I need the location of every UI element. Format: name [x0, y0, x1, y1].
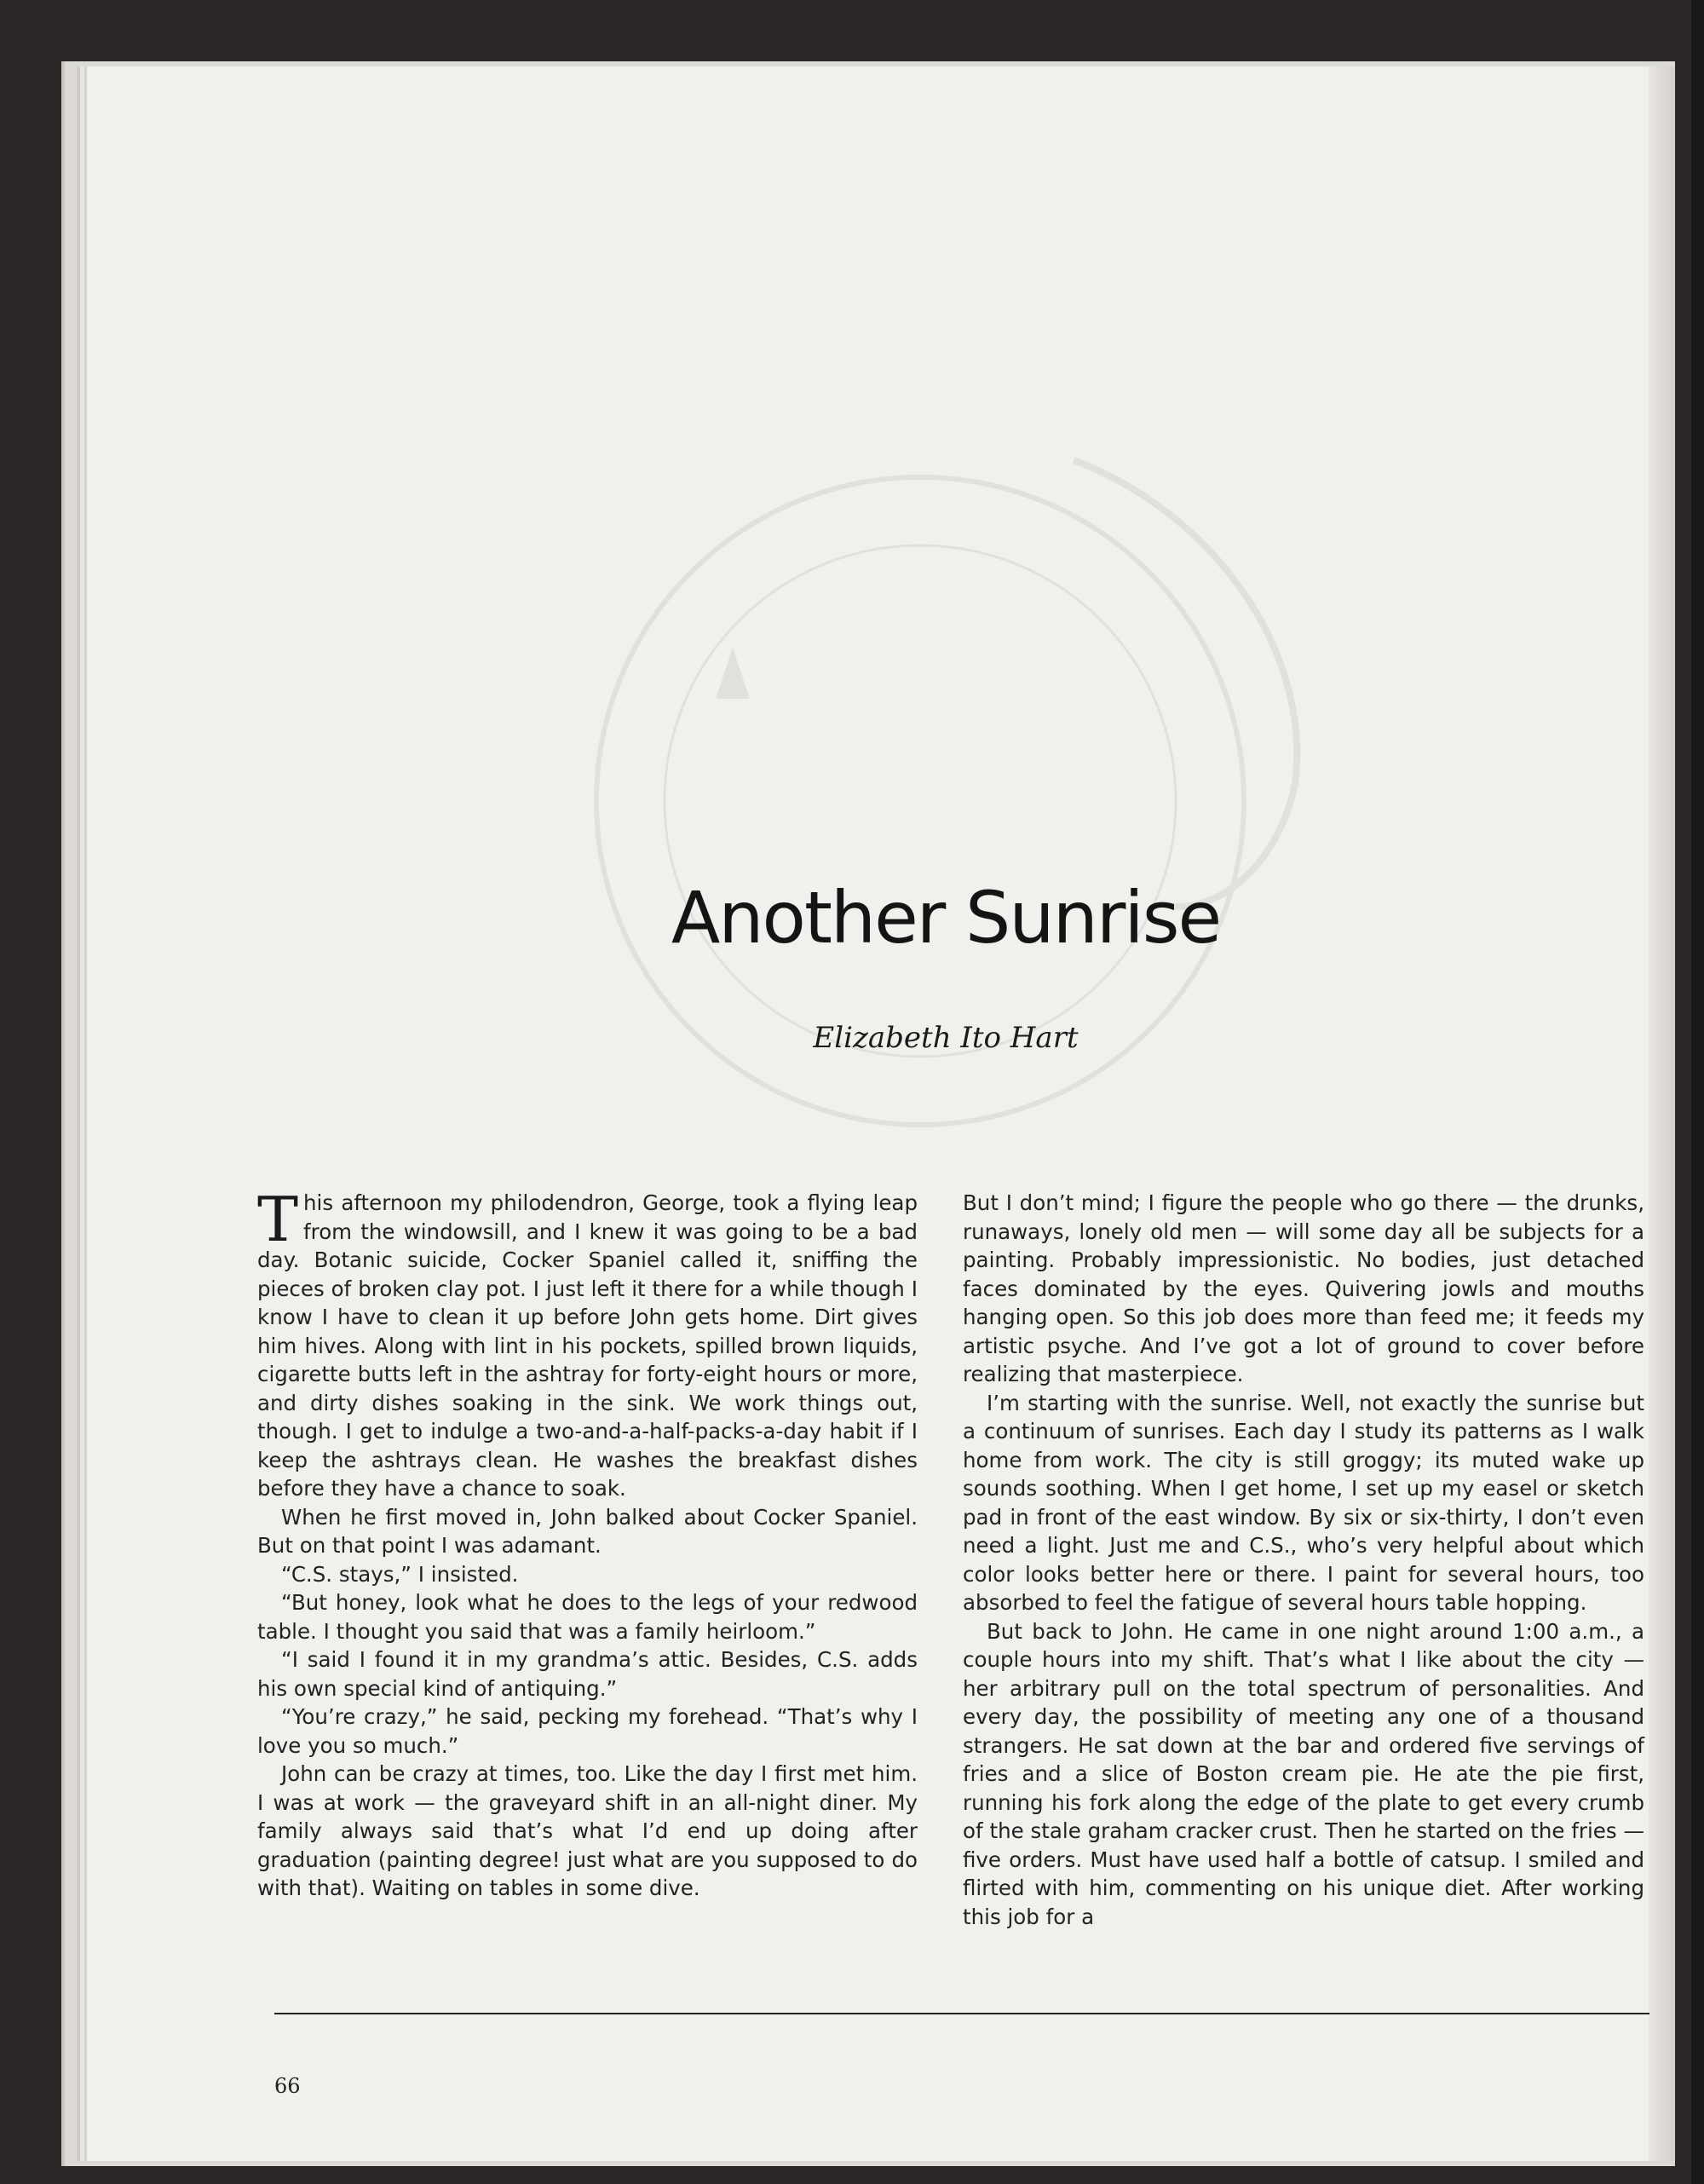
page-gutter-curl — [1649, 66, 1674, 2161]
paragraph: “But honey, look what he does to the legs of your redwood table. I thought you said that was a family heirloom.” — [257, 1590, 918, 1644]
paragraph-1: This afternoon my philodendron, George, took a flying leap from the windowsill, and I knew it was going to be a bad day. Botanic suicide, Cocker Spaniel called it, sniffing the pieces of broken clay pot. I just left it there for a while though I know I have to clean it up before John gets home. Dirt gives him hives. Along with lint in his pockets, spilled brown liquids, cigarette butts left in the ashtray for forty-eight hours or more, and dirty dishes soaking in the sink. We work things out, though. I get to indulge a two-and-a-half-packs-a-day habit if I keep the ashtrays clean. He washes the breakfast dishes before they have a chance to soak. — [257, 1184, 918, 1501]
paragraph: John can be crazy at times, too. Like the day I first met him. I was at work — the graveyard shift in an all-night diner. My family always said that’s what I’d end up doing after graduation (painting degree! just what are you supposed to do with that). Waiting on tables in some dive. — [257, 1761, 918, 1900]
paragraph: “C.S. stays,” I insisted. — [281, 1561, 519, 1587]
footer-rule — [274, 2013, 1649, 2014]
right-column — [963, 1189, 1644, 1931]
paragraph: When he first moved in, John balked about Cocker Spaniel. But on that point I was adamant. — [257, 1504, 918, 1558]
scan-background-edge — [1691, 0, 1704, 2184]
paragraph: But I don’t mind; I figure the people who go there — the drunks, runaways, lonely old men — will some day all be subjects for a painting. Probably impressionistic. No bodies, just detached faces dominated by the eyes. Quivering jowls and mouths hanging open. So this job does more than feed me; it feeds my artistic psyche. And I’ve got a lot of ground to cover before realizing that masterpiece. — [963, 1190, 1644, 1386]
paragraph: But back to John. He came in one night around 1:00 a.m., a couple hours into my shift. That’s what I like about the city — her arbitrary pull on the total spectrum of personalities. And every day, the possibility of meeting any one of a thousand strangers. He sat down at the bar and ordered five servings of fries and a slice of Boston cream pie. He ate the pie first, running his fork along the edge of the plate to get every crumb of the stale graham cracker crust. Then he started on the fries — five orders. Must have used half a bottle of catsup. I smiled and flirted with him, commenting on his unique diet. After working this job for a — [963, 1618, 1644, 1929]
paragraph: I’m starting with the sunrise. Well, not exactly the sunrise but a continuum of sunrises. Each day I study its patterns as I walk home from work. The city is still groggy; its muted wake up sounds soothing. When I get home, I set up my easel or sketch pad in front of the east window. By six or six-thirty, I don’t even need a light. Just me and C.S., who’s very helpful about which color looks better here or there. I paint for several hours, too absorbed to feel the fatigue of several hours table hopping. — [963, 1390, 1644, 1615]
paragraph: “You’re crazy,” he said, pecking my forehead. “That’s why I love you so much.” — [257, 1704, 918, 1758]
paragraph: “I said I found it in my grandma’s attic. Besides, C.S. adds his own special kind of antiquing.” — [257, 1647, 918, 1701]
left-column — [257, 1184, 918, 1903]
drop-cap: T — [257, 1184, 299, 1255]
article-title: Another Sunrise — [671, 876, 1221, 959]
article-author: Elizabeth Ito Hart — [813, 1021, 1079, 1055]
page-number: 66 — [274, 2074, 301, 2098]
